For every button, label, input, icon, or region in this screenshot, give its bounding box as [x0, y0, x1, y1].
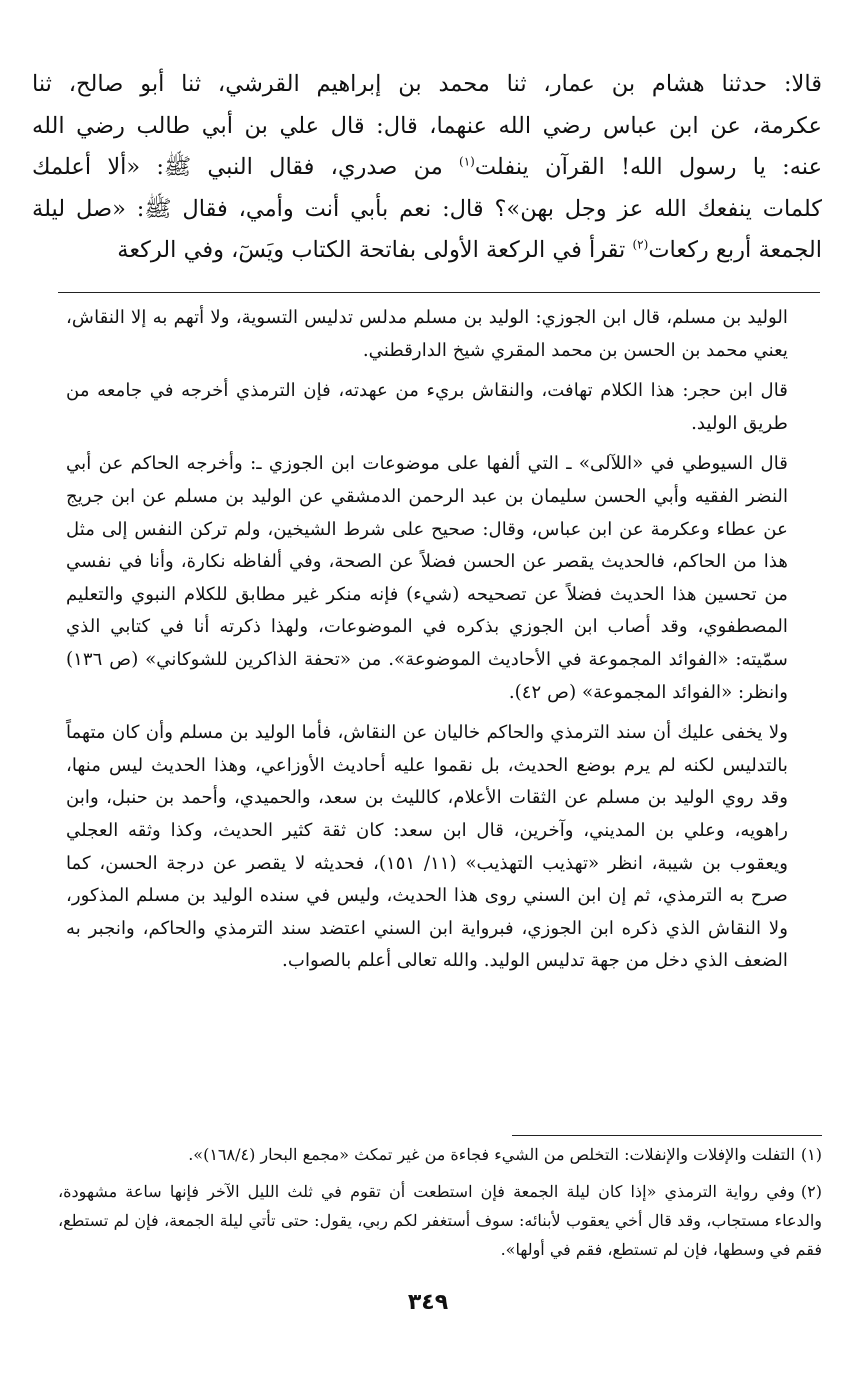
- main-text-line: [32, 230, 822, 272]
- footnote-marker-2[interactable]: (٢): [632, 237, 649, 252]
- footnote-2: [58, 1177, 822, 1264]
- commentary-divider: [58, 292, 820, 293]
- commentary-paragraph: قال ابن حجر: هذا الكلام تهافت، والنقاش بريء من عهدته، فإن الترمذي أخرجه في جامعه من طريق الوليد.: [66, 380, 788, 434]
- main-text-line: قالا: حدثنا هشام بن عمار، ثنا محمد بن إبراهيم القرشي، ثنا أبو صالح، ثنا: [32, 71, 822, 97]
- main-text-segment: من صدري، فقال النبي ﷺ: «ألا أعلمك: [32, 154, 443, 180]
- main-text-segment: الجمعة أربع ركعات: [648, 237, 822, 263]
- main-text-segment: تقرأ في الركعة الأولى بفاتحة الكتاب ويَسٓ، وفي الركعة: [117, 237, 626, 263]
- commentary-paragraph: ولا يخفى عليك أن سند الترمذي والحاكم خاليان عن النقاش، فأما الوليد بن مسلم وأن كان متهماً بالتدليس لكنه لم يرم بوضع الحديث، بل نقموا عليه أحاديث الأوزاعي، وهذا الحديث ليس منها، وقد روي الوليد بن مسلم عن الثقات الأعلام، كالليث بن سعد، والحميدي، وأحمد بن حنبل، وابن راهويه، وعلي بن المديني، وآخرين، قال ابن سعد: كان ثقة كثير الحديث، وكذا وثقه العجلي ويعقوب بن شيبة، انظر «تهذيب التهذيب» (١١/ ١٥١)، فحديثه لا يقصر عن درجة الحسن، كما صرح به الترمذي، ثم إن ابن السني روى هذا الحديث، وليس في سنده الوليد بن مسلم المذكور، ولا النقاش الذي ذكره ابن الجوزي، فبرواية ابن السني اعتضد سند الترمذي والحاكم، وانجبر به الضعف الذي دخل من جهة تدليس الوليد. والله تعالى أعلم بالصواب.: [66, 722, 788, 972]
- main-text: [32, 64, 822, 272]
- main-text-line: كلمات ينفعك الله عز وجل بهن»؟ قال: نعم بأبي أنت وأمي، فقال ﷺ: «صل ليلة: [32, 195, 822, 222]
- commentary-section: [66, 302, 788, 986]
- footnotes-section: [58, 1140, 822, 1272]
- footnote-divider: [512, 1135, 822, 1136]
- commentary-paragraph: قال السيوطي في «اللآلى» ـ التي ألفها على موضوعات ابن الجوزي ـ: وأخرجه الحاكم عن أبي النضر الفقيه وأبي الحسن سليمان بن عبد الرحمن الدمشقي عن الوليد بن مسلم عن ابن جريج عن عطاء وعكرمة عن ابن عباس، وقال: صحيح على شرط الشيخين، ولم تركن النفس إلى مثل هذا من الحاكم، فالحديث يقصر عن الحسن فضلاً عن الصحة، وفي ألفاظه نكارة، وأنا في نفسي من تحسين هذا الحديث فضلاً عن تصحيحه (شيء) فإنه منكر غير مطابق للكلام النبوي والتعليم المصطفوي، وقد أصاب ابن الجوزي بذكره في الموضوعات، ولهذا ذكرته أنا في كتابي الذي سمّيته: «الفوائد المجموعة في الأحاديث الموضوعة». من «تحفة الذاكرين للشوكاني» (ص ١٣٦) وانظر: «الفوائد المجموعة» (ص ٤٢).: [66, 453, 788, 703]
- footnote-number: (١): [800, 1145, 822, 1164]
- main-text-line: [32, 147, 822, 189]
- main-text-segment: عنه: يا رسول الله! القرآن ينفلت: [474, 154, 822, 180]
- footnote-text: وفي رواية الترمذي «إذا كان ليلة الجمعة فإن استطعت أن تقوم في ثلث الليل الآخر فإنها ساعة مشهودة، والدعاء مستجاب، وقد قال أخي يعقوب لأبنائه: سوف أستغفر لكم ربي، يقول: حتى تأتي ليلة الجمعة، فإن لم تستطع، فقم في وسطها، فإن لم تستطع، فقم في أولها».: [58, 1182, 823, 1259]
- footnote-marker-1[interactable]: (١): [459, 154, 475, 169]
- page-number: ٣٤٩: [407, 1290, 449, 1315]
- main-text-line: عكرمة، عن ابن عباس رضي الله عنهما، قال: قال علي بن أبي طالب رضي الله: [32, 112, 822, 139]
- footnote-number: (٢): [800, 1182, 822, 1201]
- footnote-1: [58, 1140, 822, 1169]
- commentary-paragraph: الوليد بن مسلم، قال ابن الجوزي: الوليد بن مسلم مدلس تدليس التسوية، ولا أتهم به إلا النقاش، يعني محمد بن الحسن بن محمد المقري شيخ الدارقطني.: [66, 307, 788, 361]
- footnote-text: التفلت والإفلات والإنفلات: التخلص من الشيء فجاءة من غير تمكث «مجمع البحار (١٦٨/٤)».: [188, 1145, 795, 1164]
